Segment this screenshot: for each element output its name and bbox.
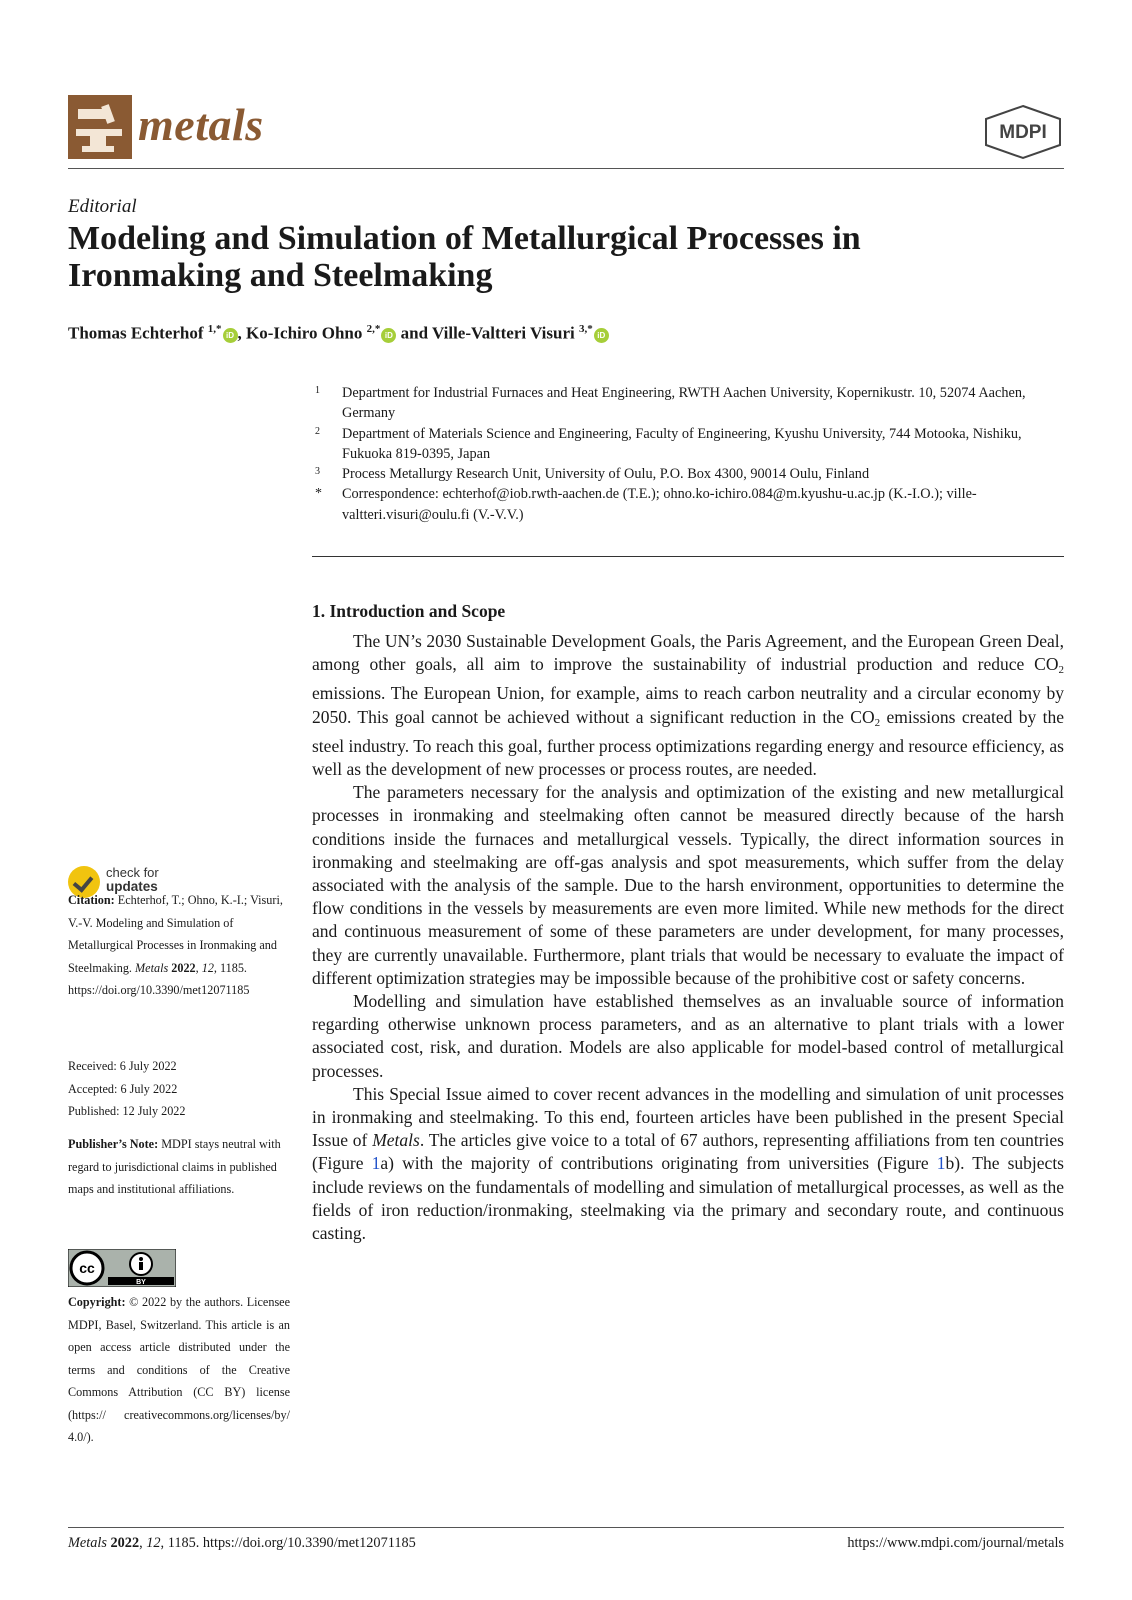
citation-label: Citation:	[68, 893, 115, 907]
journal-name: metals	[138, 99, 264, 150]
affiliation-text: Process Metallurgy Research Unit, University of Oulu, P.O. Box 4300, 90014 Oulu, Finland	[342, 466, 870, 483]
by-label: BY	[136, 1279, 146, 1286]
check-updates-line2: updates	[106, 879, 158, 894]
figure-link[interactable]: 1	[371, 1153, 381, 1174]
affiliation-item	[312, 383, 1064, 424]
author-name: Ville-Valtteri Visuri	[431, 323, 575, 343]
paragraph	[312, 630, 1064, 781]
received-date: Received: 6 July 2022	[68, 1059, 177, 1073]
citation: Citation: Echterhof, T.; Ohno, K.-I.; Visuri, V.-V. Modeling and Simulation of Metallurgical Processes in Ironmaking and Steelmaking. Metals 2022, 12, 1185. https://doi.org/10.3390/met12071185	[68, 893, 283, 997]
affiliation-text: Department for Industrial Furnaces and Heat Engineering, RWTH Aachen University, Kopernikustr. 10, 52074 Aachen, Germany	[342, 385, 1026, 422]
text-run: b). The subjects include reviews on the fundamentals of modelling and simulation of metallurgical processes, as well as the fields of iron reduction/ironmaking, steelmaking via the primary and secondary route, and continuous casting.	[312, 1153, 1064, 1244]
affiliations	[312, 383, 1064, 525]
author-list	[68, 318, 609, 345]
footer-volume: 12	[146, 1535, 161, 1551]
figure-link[interactable]: 1	[936, 1153, 946, 1174]
mdpi-logo	[982, 104, 1064, 160]
footer-year: 2022	[110, 1535, 140, 1551]
accepted-date: Accepted: 6 July 2022	[68, 1081, 178, 1096]
article-dates	[68, 1055, 290, 1123]
text-run: The UN’s 2030 Sustainable Development Goals, the Paris Agreement, and the European Green Deal, among other goals, all aim to improve the sustainability of industrial production and reduce CO	[312, 631, 1064, 675]
affiliation-item	[312, 424, 1064, 465]
correspondence-marker: *	[315, 486, 322, 502]
orcid-icon[interactable]: iD	[381, 328, 396, 343]
journal-name-italic: Metals	[372, 1130, 420, 1151]
text-run: emissions created by the steel industry. To reach this goal, further process optimizations regarding energy and resource efficiency, as well as the development of new processes or process routes, are needed.	[312, 706, 1064, 780]
paragraph	[312, 1083, 1064, 1245]
copyright	[68, 1291, 290, 1449]
footer-journal: Metals	[68, 1535, 107, 1551]
article-type: Editorial	[68, 196, 137, 217]
affiliation-item	[312, 464, 1064, 484]
citation-doi[interactable]: , 1185. https://doi.org/10.3390/met12071185	[68, 960, 250, 997]
affiliation-text: Department of Materials Science and Engineering, Faculty of Engineering, Kyushu University, 744 Motooka, Nishiku, Fukuoka 819-0395, Japan	[342, 425, 1022, 462]
author-separator: ,	[237, 323, 247, 343]
published-date: Published: 12 July 2022	[68, 1104, 186, 1118]
publisher-note-text: MDPI stays neutral with regard to jurisdictional claims in published maps and institutional affiliations.	[68, 1137, 281, 1196]
text-run: This Special Issue aimed to cover recent advances in the modelling and simulation of unit processes in ironmaking and steelmaking. To this end, fourteen articles have been published in the present Special Issue of	[312, 1083, 1064, 1151]
publisher-note-label: Publisher’s Note:	[68, 1137, 159, 1151]
copyright-text: © 2022 by the authors. Licensee MDPI, Basel, Switzerland. This article is an open access article distributed under the terms and conditions of the Creative Commons Attribution (CC BY) license (https:// creativecommons.org/licenses/by/ 4.0/).	[68, 1295, 291, 1444]
citation-journal: Metals	[135, 960, 169, 975]
citation-text: Echterhof, T.; Ohno, K.-I.; Visuri, V.-V. Modeling and Simulation of Metallurgical Processes in Ironmaking and Steelmaking.	[68, 893, 283, 975]
text-run: a) with the majority of contributions originating from universities (Figure	[380, 1153, 937, 1174]
author-name: Thomas Echterhof	[68, 323, 204, 343]
text-run: . The articles give voice to a total of 67 authors, representing affiliations from ten countries (Figure	[312, 1130, 1064, 1174]
footer-doi[interactable]: , 1185. https://doi.org/10.3390/met12071185	[160, 1535, 416, 1551]
anvil-icon	[68, 95, 132, 159]
paragraph: Modelling and simulation have established themselves as an invaluable source of information regarding otherwise unknown process parameters, and as an alternative to plant trials with a lower associated cost, risk, and duration. Models are also applicable for model-based control of metallurgical processes.	[312, 991, 1064, 1081]
footer-citation: Metals 2022, 12, 1185. https://doi.org/10.3390/met12071185	[68, 1535, 416, 1551]
affiliation-marker: 2	[315, 425, 320, 437]
correspondence-item	[312, 484, 1064, 525]
check-updates-line1: check for	[106, 865, 159, 880]
orcid-icon[interactable]: iD	[594, 328, 609, 343]
subscript: 2	[874, 716, 881, 729]
affiliation-marker: 3	[315, 466, 320, 478]
author-affiliation-marker: 3,*	[578, 323, 593, 335]
journal-logo	[68, 95, 132, 159]
cc-by-license-badge[interactable]	[68, 1249, 176, 1287]
section-heading: 1. Introduction and Scope	[312, 601, 506, 621]
copyright-label: Copyright:	[68, 1295, 126, 1309]
mdpi-logo-text: MDPI	[999, 122, 1047, 143]
footer-divider	[68, 1527, 1064, 1528]
author-separator: and	[396, 323, 432, 343]
cc-icon-label: cc	[79, 1260, 95, 1276]
author-name: Ko-Ichiro Ohno	[246, 323, 363, 343]
affiliations-divider	[312, 556, 1064, 557]
correspondence-text[interactable]: Correspondence: echterhof@iob.rwth-aachen.de (T.E.); ohno.ko-ichiro.084@m.kyushu-u.ac.jp (K.-I.O.); ville-valtteri.visuri@oulu.fi (V.-V.V.)	[342, 486, 977, 523]
article-title: Modeling and Simulation of Metallurgical Processes in Ironmaking and Steelmaking	[68, 220, 861, 294]
affiliation-marker: 1	[315, 385, 320, 396]
header-divider	[68, 168, 1064, 169]
publisher-note	[68, 1133, 290, 1201]
citation-year: 2022	[171, 960, 196, 975]
author-affiliation-marker: 2,*	[366, 323, 381, 335]
author-affiliation-marker: 1,*	[207, 323, 222, 335]
footer-journal-url[interactable]: https://www.mdpi.com/journal/metals	[847, 1535, 1064, 1551]
orcid-icon[interactable]: iD	[223, 328, 238, 343]
subscript: 2	[1058, 664, 1064, 677]
text-run: emissions. The European Union, for example, aims to reach carbon neutrality and a circular economy by 2050. This goal cannot be achieved without a significant reduction in the CO	[312, 683, 1064, 727]
citation-volume: 12	[201, 960, 214, 975]
body-text	[312, 630, 1064, 1245]
paragraph: The parameters necessary for the analysis and optimization of the existing and new metallurgical processes in ironmaking and steelmaking often cannot be measured directly because of the harsh conditions inside the furnaces and metallurgical vessels. Typically, the direct information sources in ironmaking and steelmaking are off-gas analysis and spot measurements, which suffer from the delay associated with the analysis of the sample. Due to the harsh environment, opportunities to determine the flow conditions in the vessels by measurements are even more limited. While new methods for the direct and continuous measurement of some of these parameters are under development, for many processes, they are currently unavailable. Furthermore, plant trials that would be necessary to evaluate the impact of different optimization strategies may be impossible because of the prohibitive cost or safety concerns.	[312, 782, 1064, 988]
